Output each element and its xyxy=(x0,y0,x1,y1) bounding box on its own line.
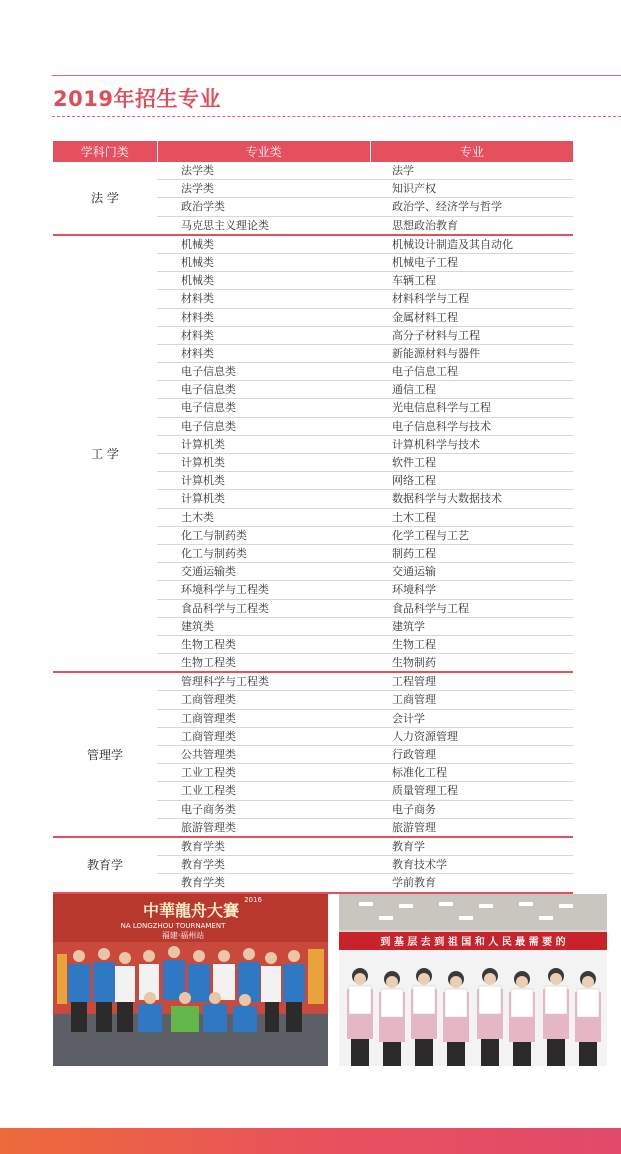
table-header xyxy=(53,141,573,162)
major-cell: 通信工程 xyxy=(392,383,436,397)
major-cell: 会计学 xyxy=(392,711,425,725)
major-cell: 机械设计制造及其自动化 xyxy=(392,237,513,251)
major-cell: 旅游管理 xyxy=(392,820,436,834)
class-cell: 法学类 xyxy=(181,182,214,196)
table-row xyxy=(157,600,573,618)
table-row xyxy=(157,563,573,581)
table-row xyxy=(157,162,573,180)
major-cell: 人力资源管理 xyxy=(392,729,458,743)
class-cell: 教育学类 xyxy=(181,839,225,853)
category-cell: 工 学 xyxy=(91,447,119,461)
table-row xyxy=(157,654,573,671)
major-cell: 电子商务 xyxy=(392,802,436,816)
class-cell: 生物工程类 xyxy=(181,637,236,651)
major-cell: 生物制药 xyxy=(392,656,436,670)
header-major: 专业 xyxy=(370,141,573,162)
table-row xyxy=(157,673,573,691)
table-row xyxy=(157,838,573,856)
major-cell: 标准化工程 xyxy=(392,766,447,780)
table-group xyxy=(53,162,573,236)
major-cell: 法学 xyxy=(392,164,414,177)
class-cell: 计算机类 xyxy=(181,474,225,488)
major-cell: 材料科学与工程 xyxy=(392,292,469,306)
major-cell: 土木工程 xyxy=(392,510,436,524)
table-row xyxy=(157,618,573,636)
class-cell: 机械类 xyxy=(181,237,214,251)
table-row xyxy=(157,856,573,874)
table-row xyxy=(157,728,573,746)
class-cell: 计算机类 xyxy=(181,437,225,451)
major-cell: 行政管理 xyxy=(392,748,436,761)
major-cell: 光电信息科学与工程 xyxy=(392,401,491,415)
category-cell: 法 学 xyxy=(91,191,119,206)
major-cell: 交通运输 xyxy=(392,565,436,579)
class-cell: 机械类 xyxy=(181,274,214,288)
class-cell: 电子信息类 xyxy=(181,401,236,415)
major-cell: 机械电子工程 xyxy=(392,255,458,269)
major-cell: 工商管理 xyxy=(392,693,436,707)
photo-slogan-banner: 到 基 层 去 到 祖 国 和 人 民 最 需 要 的 xyxy=(380,937,566,948)
class-cell: 电子信息类 xyxy=(181,365,236,379)
table-row xyxy=(157,363,573,381)
class-cell: 计算机类 xyxy=(181,456,225,469)
table-row xyxy=(157,801,573,819)
class-cell: 马克思主义理论类 xyxy=(181,218,269,232)
class-cell: 材料类 xyxy=(181,346,214,360)
page-title: 2019年招生专业 xyxy=(53,87,221,111)
table-row xyxy=(157,198,573,216)
table-row xyxy=(157,527,573,545)
major-cell: 教育技术学 xyxy=(392,858,447,872)
class-cell: 管理科学与工程类 xyxy=(181,675,269,689)
table-group xyxy=(53,838,573,894)
major-cell: 金属材料工程 xyxy=(392,310,458,324)
major-cell: 政治学、经济学与哲学 xyxy=(392,200,502,214)
class-cell: 工商管理类 xyxy=(181,711,236,725)
photo-location-text: 福建·福州站 xyxy=(161,931,205,940)
major-cell: 计算机科学与技术 xyxy=(392,437,480,451)
class-cell: 工业工程类 xyxy=(181,766,236,780)
class-cell: 电子信息类 xyxy=(181,383,236,397)
table-row xyxy=(157,490,573,508)
table-row xyxy=(157,819,573,836)
major-cell: 新能源材料与器件 xyxy=(392,346,480,360)
table-row xyxy=(157,764,573,782)
major-cell: 教育学 xyxy=(392,839,425,853)
class-cell: 电子信息类 xyxy=(181,419,236,433)
table-group xyxy=(53,236,573,674)
major-cell: 建筑学 xyxy=(392,619,425,633)
header-category: 学科门类 xyxy=(80,145,129,159)
category-cell: 管理学 xyxy=(86,748,123,763)
header-class: 专业类 xyxy=(157,141,370,162)
table-row xyxy=(157,436,573,454)
table-row xyxy=(157,472,573,490)
class-cell: 机械类 xyxy=(181,255,214,269)
table-row xyxy=(157,381,573,399)
major-cell: 食品科学与工程 xyxy=(392,601,469,615)
major-cell: 车辆工程 xyxy=(392,274,436,288)
table-body xyxy=(53,162,573,894)
table-row xyxy=(157,581,573,599)
major-cell: 电子信息科学与技术 xyxy=(392,419,491,433)
class-cell: 教育学类 xyxy=(181,858,225,872)
table-row xyxy=(157,746,573,764)
class-cell: 旅游管理类 xyxy=(181,820,236,834)
class-cell: 交通运输类 xyxy=(181,565,236,579)
class-cell: 工商管理类 xyxy=(181,729,236,743)
majors-table xyxy=(53,141,573,894)
table-row xyxy=(157,309,573,327)
major-cell: 思想政治教育 xyxy=(392,218,458,232)
class-cell: 公共管理类 xyxy=(181,748,236,761)
major-cell: 制药工程 xyxy=(392,546,436,560)
table-row xyxy=(157,290,573,308)
major-cell: 网络工程 xyxy=(392,474,436,488)
table-row xyxy=(157,782,573,800)
table-row xyxy=(157,454,573,472)
table-row xyxy=(157,180,573,198)
dragon-boat-team-photo xyxy=(53,894,328,1066)
class-cell: 食品科学与工程类 xyxy=(181,601,269,615)
class-cell: 化工与制药类 xyxy=(181,528,247,542)
class-cell: 法学类 xyxy=(181,164,214,177)
class-cell: 土木类 xyxy=(181,510,214,524)
class-cell: 工商管理类 xyxy=(181,693,236,707)
table-row xyxy=(157,509,573,527)
major-cell: 软件工程 xyxy=(392,456,436,469)
class-cell: 材料类 xyxy=(181,328,214,342)
dashed-rule xyxy=(52,116,621,117)
class-cell: 材料类 xyxy=(181,310,214,324)
pledge-group-photo xyxy=(339,894,607,1066)
table-row xyxy=(157,636,573,654)
photo-year-text: 2016 xyxy=(244,896,262,904)
major-cell: 知识产权 xyxy=(392,182,436,196)
major-cell: 电子信息工程 xyxy=(392,365,458,379)
footer-band xyxy=(0,1128,621,1154)
class-cell: 材料类 xyxy=(181,292,214,306)
major-cell: 工程管理 xyxy=(392,675,436,689)
top-rule xyxy=(52,75,621,76)
table-row xyxy=(157,327,573,345)
table-row xyxy=(157,710,573,728)
class-cell: 电子商务类 xyxy=(181,802,236,816)
class-cell: 工业工程类 xyxy=(181,784,236,798)
category-cell: 教育学 xyxy=(86,858,123,873)
class-cell: 环境科学与工程类 xyxy=(181,583,269,597)
major-cell: 化学工程与工艺 xyxy=(392,528,469,542)
major-cell: 数据科学与大数据技术 xyxy=(392,492,502,506)
table-row xyxy=(157,691,573,709)
table-row xyxy=(157,272,573,290)
major-cell: 生物工程 xyxy=(392,637,436,651)
major-cell: 质量管理工程 xyxy=(392,784,458,798)
table-row xyxy=(157,217,573,234)
class-cell: 计算机类 xyxy=(181,492,225,506)
table-row xyxy=(157,418,573,436)
table-row xyxy=(157,254,573,272)
table-row xyxy=(157,345,573,363)
major-cell: 环境科学 xyxy=(392,583,436,597)
photo-banner-text: 中華龍舟大賽 xyxy=(142,901,240,920)
table-group xyxy=(53,673,573,838)
photo-sub-text: NA LONGZHOU TOURNAMENT xyxy=(120,922,226,930)
table-row xyxy=(157,399,573,417)
class-cell: 政治学类 xyxy=(181,200,225,214)
class-cell: 化工与制药类 xyxy=(181,546,247,560)
class-cell: 生物工程类 xyxy=(181,656,236,670)
class-cell: 教育学类 xyxy=(181,876,225,890)
table-row xyxy=(157,874,573,891)
class-cell: 建筑类 xyxy=(181,619,214,633)
table-row xyxy=(157,545,573,563)
major-cell: 高分子材料与工程 xyxy=(392,328,480,342)
table-row xyxy=(157,236,573,254)
major-cell: 学前教育 xyxy=(392,876,436,890)
